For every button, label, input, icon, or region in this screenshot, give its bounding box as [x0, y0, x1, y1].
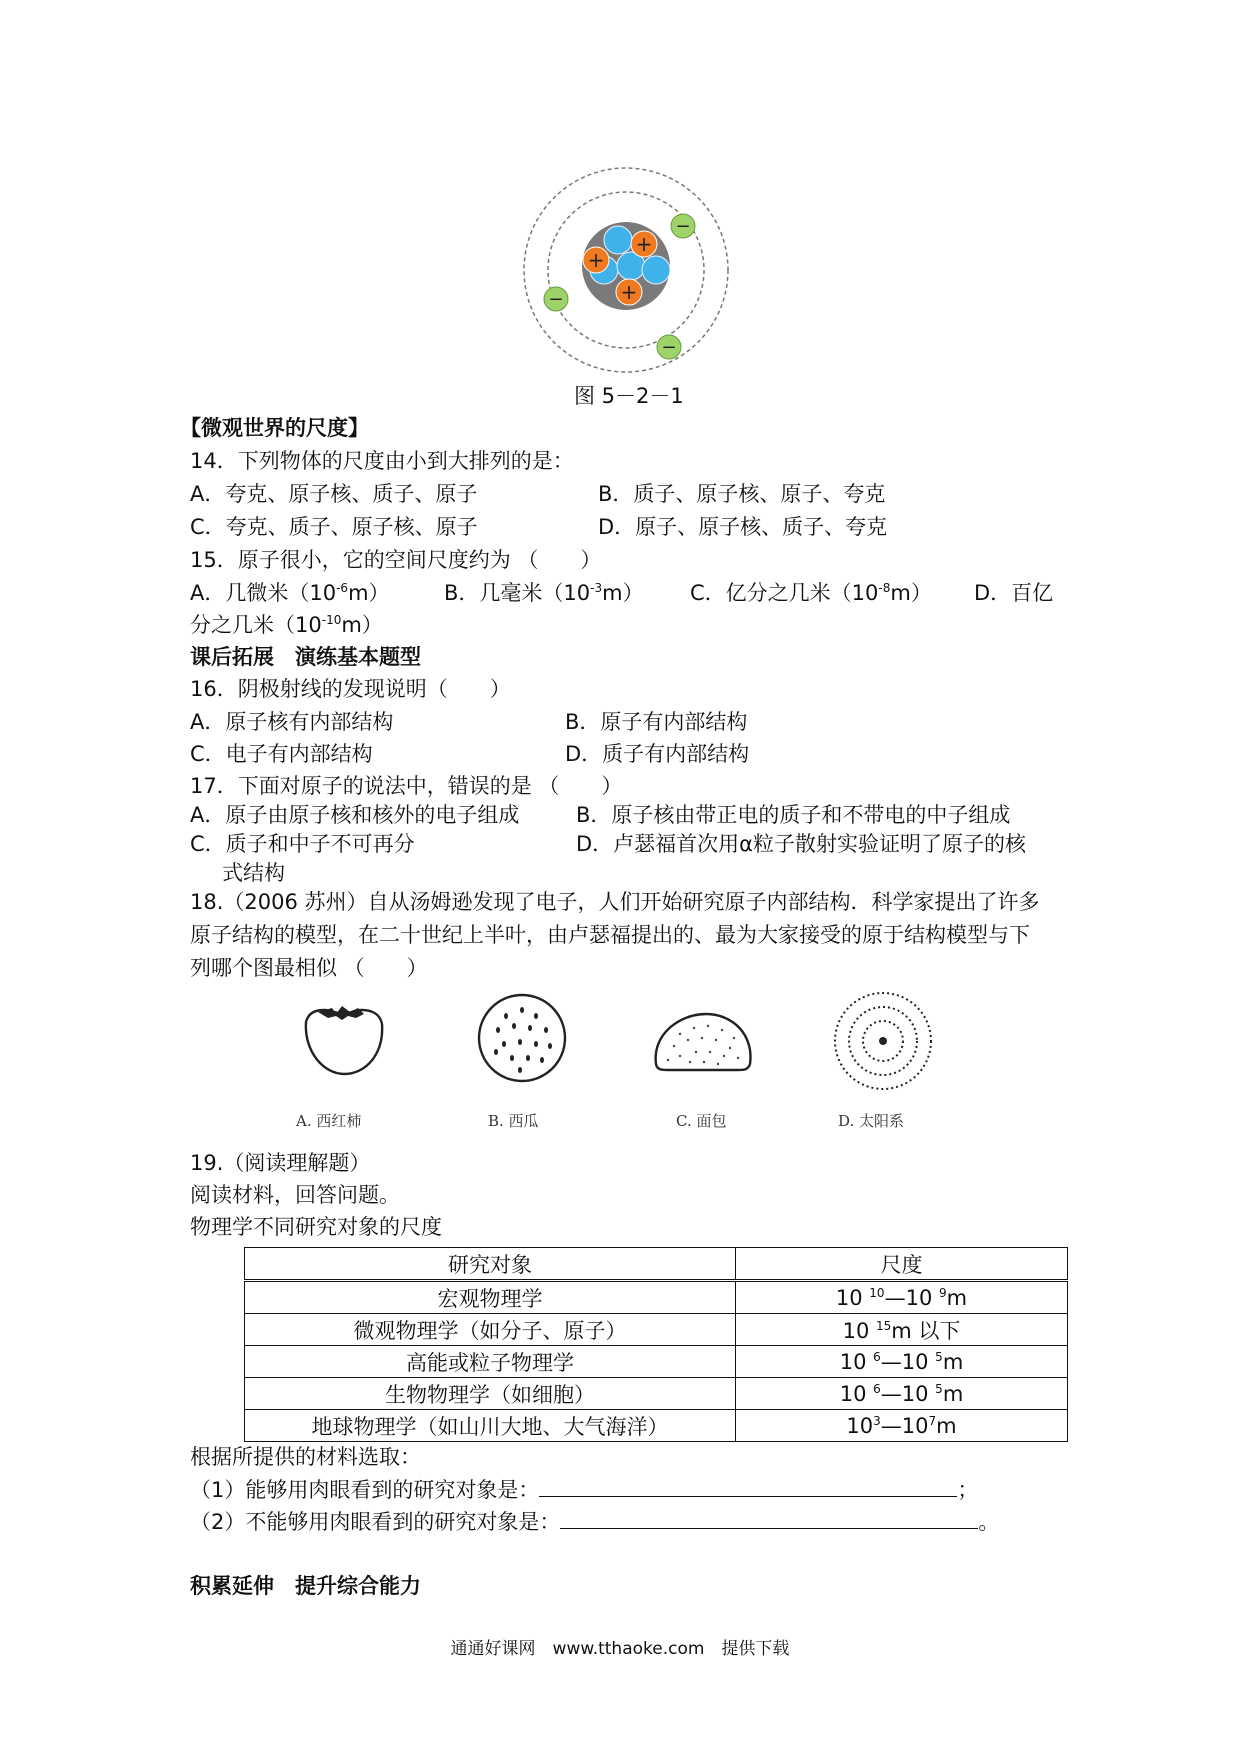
proton-sign: + [635, 232, 653, 256]
figure-caption: 图 5－2－1 [574, 384, 684, 408]
q14-option-d: D．原子、原子核、质子、夸克 [598, 515, 888, 539]
q19-head: 19.（阅读理解题） [190, 1151, 371, 1175]
q17-option-d: D．卢瑟福首次用α粒子散射实验证明了原子的核 [576, 832, 1027, 856]
q18-line1: 18.（2006 苏州）自从汤姆逊发现了电子，人们开始研究原子内部结构．科学家提出了许多 [190, 890, 1040, 914]
table-cell-subject: 微观物理学（如分子、原子） [245, 1314, 736, 1346]
bread-image [650, 1008, 756, 1074]
q14-option-a: A．夸克、原子核、质子、原子 [190, 482, 478, 506]
q15-option-a: A．几微米$(10^{-6}m)$ [190, 581, 390, 605]
atom-model-figure [520, 164, 732, 376]
table-cell-scale: $10^3—10^7m$ [736, 1410, 1068, 1442]
q14-stem: 14．下列物体的尺度由小到大排列的是： [190, 449, 574, 473]
solar-system-image [832, 990, 934, 1092]
proton-sign: + [620, 280, 638, 304]
section-heading-after: 课后拓展 演练基本题型 [190, 645, 421, 669]
q17-option-d-cont: 式结构 [222, 861, 285, 885]
scale-table [244, 1247, 1068, 1442]
q14-option-b: B．质子、原子核、原子、夸克 [598, 482, 886, 506]
table-header-subject: 研究对象 [245, 1248, 736, 1281]
q18-caption-c: C. 面包 [676, 1112, 727, 1130]
q17-option-b: B．原子核由带正电的质子和不带电的中子组成 [576, 803, 1011, 827]
q19-sub2: （2）不能够用肉眼看到的研究对象是： 。 [190, 1510, 1000, 1534]
table-cell-scale: 10 $^{10}$—10 $^9$m [736, 1281, 1068, 1314]
table-cell-scale: 10 $^6$—10 $^5$m [736, 1378, 1068, 1410]
q14-option-c: C．夸克、质子、原子核、原子 [190, 515, 478, 539]
electron-sign: − [675, 216, 691, 237]
table-row [245, 1410, 1068, 1442]
electron-sign: − [661, 337, 677, 358]
proton-sign: + [587, 248, 605, 272]
neutron [642, 256, 670, 284]
table-cell-scale: 10 $^{15}$m 以下 [736, 1314, 1068, 1346]
answer-blank-1[interactable] [539, 1476, 957, 1497]
section-heading-extend: 积累延伸 提升综合能力 [190, 1574, 421, 1598]
q17-option-a: A．原子由原子核和核外的电子组成 [190, 803, 520, 827]
table-cell-subject: 宏观物理学 [245, 1281, 736, 1314]
q15-option-d: D．百亿 [974, 581, 1054, 605]
q18-line3: 列哪个图最相似 （ ） [190, 956, 428, 980]
answer-blank-2[interactable] [560, 1508, 978, 1529]
q18-caption-b: B. 西瓜 [488, 1112, 539, 1130]
q19-prompt: 根据所提供的材料选取： [190, 1445, 421, 1469]
q19-sub1: （1）能够用肉眼看到的研究对象是： ； [190, 1478, 979, 1502]
q18-line2: 原子结构的模型，在二十世纪上半叶，由卢瑟福提出的、最为大家接受的原于结构模型与下 [190, 923, 1030, 947]
q17-option-c: C．质子和中子不可再分 [190, 832, 415, 856]
electron-sign: − [548, 289, 564, 310]
q18-caption-d: D. 太阳系 [838, 1112, 905, 1130]
q15-stem: 15．原子很小，它的空间尺度约为 （ ） [190, 548, 602, 572]
table-row [245, 1281, 1068, 1314]
q15-option-d-cont: 分之几米$(10^{-10}m)$ [190, 613, 383, 637]
table-row [245, 1378, 1068, 1410]
table-header-row [245, 1248, 1068, 1281]
q16-option-b: B．原子有内部结构 [565, 710, 748, 734]
table-cell-subject: 高能或粒子物理学 [245, 1346, 736, 1378]
q16-option-d: D．质子有内部结构 [565, 742, 750, 766]
q15-option-c: C．亿分之几米$(10^{-8}m)$ [690, 581, 932, 605]
table-row [245, 1314, 1068, 1346]
footer-text: 通通好课网 www.tthaoke.com 提供下载 [450, 1639, 790, 1659]
tomato-image [298, 1000, 390, 1080]
q16-stem: 16．阴极射线的发现说明（ ） [190, 677, 511, 701]
section-heading-micro: 【微观世界的尺度】 [180, 416, 369, 440]
table-cell-scale: 10 $^6$—10 $^5$m [736, 1346, 1068, 1378]
q19-intro: 阅读材料，回答问题。 [190, 1183, 400, 1207]
watermelon-image [476, 992, 568, 1084]
q15-option-b: B．几毫米$(10^{-3}m)$ [444, 581, 644, 605]
q16-option-a: A．原子核有内部结构 [190, 710, 394, 734]
table-cell-subject: 生物物理学（如细胞） [245, 1378, 736, 1410]
neutron [604, 226, 632, 254]
q17-stem: 17．下面对原子的说法中，错误的是 （ ） [190, 774, 623, 798]
table-cell-subject: 地球物理学（如山川大地、大气海洋） [245, 1410, 736, 1442]
q19-table-title: 物理学不同研究对象的尺度 [190, 1215, 442, 1239]
q18-caption-a: A. 西红柿 [296, 1112, 362, 1130]
table-row [245, 1346, 1068, 1378]
table-header-scale: 尺度 [736, 1248, 1068, 1281]
q16-option-c: C．电子有内部结构 [190, 742, 373, 766]
